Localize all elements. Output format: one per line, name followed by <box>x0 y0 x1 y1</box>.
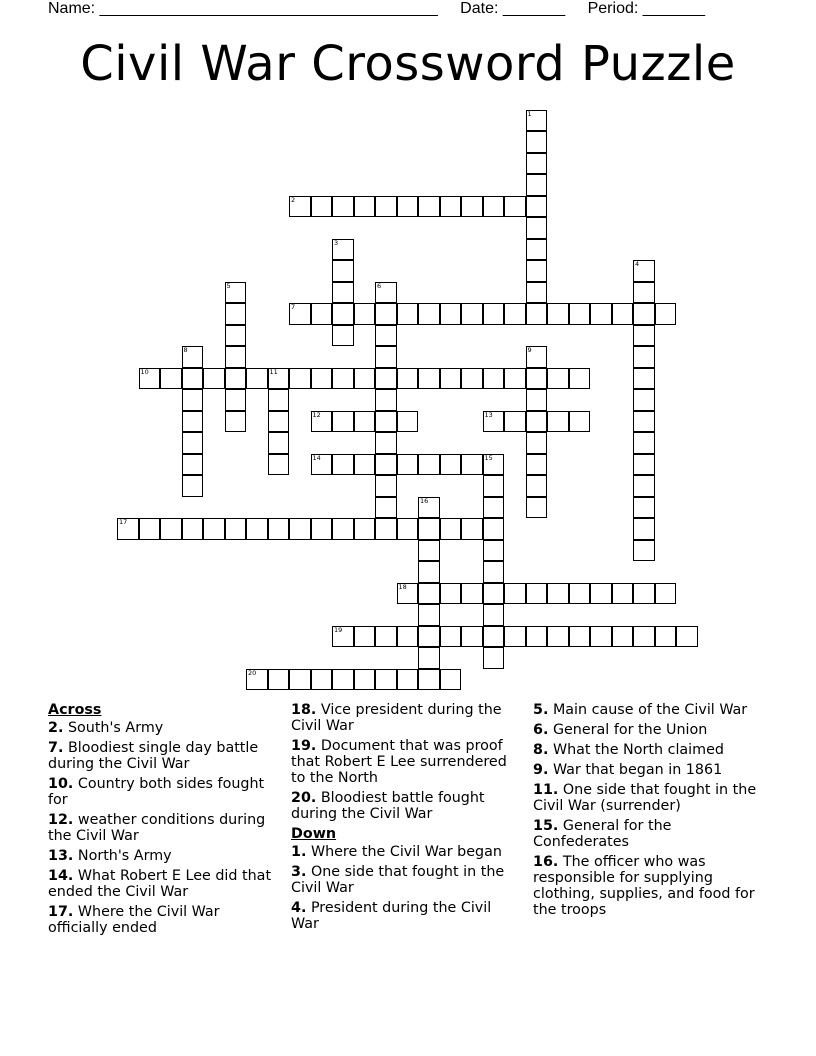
clue-number: 8 <box>183 346 188 354</box>
crossword-cell[interactable] <box>461 583 483 605</box>
crossword-cell[interactable] <box>311 368 333 390</box>
crossword-cell[interactable] <box>268 432 290 454</box>
clue-number: 18 <box>398 582 407 591</box>
clue-item: 13. North's Army <box>48 848 172 864</box>
crossword-cell[interactable] <box>139 518 161 540</box>
crossword-cell[interactable] <box>504 196 526 218</box>
crossword-cell[interactable] <box>461 196 483 218</box>
crossword-cell[interactable] <box>268 411 290 433</box>
crossword-cell[interactable] <box>375 196 397 218</box>
crossword-cell[interactable] <box>547 626 569 648</box>
crossword-cell[interactable] <box>225 389 247 411</box>
clue-item: 8. What the North claimed <box>533 742 724 758</box>
crossword-cell[interactable] <box>418 368 440 390</box>
clue-item: 16. The officer who was responsible for supplying clothing, supplies, and food for the troops <box>533 854 755 918</box>
clue-item: 15. General for the Confederates <box>533 818 672 850</box>
crossword-cell[interactable] <box>633 583 655 605</box>
clue-item: 11. One side that fought in the Civil War (surrender) <box>533 782 757 814</box>
crossword-cell[interactable] <box>633 346 655 368</box>
crossword-cell[interactable] <box>440 583 462 605</box>
crossword-cell[interactable] <box>526 497 548 519</box>
clue-column-2 <box>291 702 523 936</box>
crossword-cell[interactable] <box>332 282 354 304</box>
clue-number: 20 <box>248 668 257 677</box>
clue-number: 5 <box>226 281 231 290</box>
crossword-cell[interactable] <box>225 303 247 325</box>
crossword-cell[interactable] <box>633 626 655 648</box>
crossword-cell[interactable] <box>268 389 290 411</box>
crossword-cell[interactable] <box>676 626 698 648</box>
crossword-cell[interactable] <box>526 239 548 261</box>
crossword-cell[interactable] <box>397 196 419 218</box>
crossword-cell[interactable] <box>526 131 548 153</box>
period-field[interactable]: Period: _______ <box>587 0 706 17</box>
clue-item: 14. What Robert E Lee did that ended the Civil War <box>48 868 272 900</box>
crossword-cell[interactable] <box>182 411 204 433</box>
crossword-cell[interactable] <box>225 346 247 368</box>
crossword-cell[interactable] <box>354 411 376 433</box>
crossword-cell[interactable] <box>332 411 354 433</box>
crossword-cell[interactable] <box>375 669 397 691</box>
crossword-cell[interactable] <box>483 196 505 218</box>
clue-item: 20. Bloodiest battle fought during the Civil War <box>291 790 485 822</box>
crossword-cell[interactable] <box>483 411 505 433</box>
clue-item: 18. Vice president during the Civil War <box>291 702 502 734</box>
crossword-cell[interactable] <box>160 368 182 390</box>
crossword-cell[interactable] <box>311 669 333 691</box>
crossword-cell[interactable] <box>418 647 440 669</box>
crossword-cell[interactable] <box>526 432 548 454</box>
crossword-cell[interactable] <box>418 497 440 519</box>
crossword-cell[interactable] <box>418 196 440 218</box>
crossword-cell[interactable] <box>225 282 247 304</box>
crossword-cell[interactable] <box>375 346 397 368</box>
crossword-cell[interactable] <box>633 432 655 454</box>
crossword-cell[interactable] <box>375 282 397 304</box>
clue-item: 17. Where the Civil War officially ended <box>48 904 220 936</box>
crossword-cell[interactable] <box>483 368 505 390</box>
crossword-cell[interactable] <box>289 196 311 218</box>
crossword-cell[interactable] <box>311 454 333 476</box>
crossword-cell[interactable] <box>375 518 397 540</box>
crossword-cell[interactable] <box>504 303 526 325</box>
crossword-cell[interactable] <box>504 626 526 648</box>
crossword-cell[interactable] <box>418 518 440 540</box>
crossword-cell[interactable] <box>182 475 204 497</box>
crossword-cell[interactable] <box>182 389 204 411</box>
clue-number: 17 <box>119 518 128 526</box>
crossword-cell[interactable] <box>332 368 354 390</box>
clue-item: 10. Country both sides fought for <box>48 776 265 808</box>
crossword-cell[interactable] <box>332 626 354 648</box>
crossword-cell[interactable] <box>633 368 655 390</box>
crossword-cell[interactable] <box>633 497 655 519</box>
crossword-cell[interactable] <box>633 389 655 411</box>
crossword-cell[interactable] <box>375 325 397 347</box>
crossword-cell[interactable] <box>633 411 655 433</box>
crossword-cell[interactable] <box>182 368 204 390</box>
crossword-cell[interactable] <box>461 368 483 390</box>
crossword-cell[interactable] <box>418 454 440 476</box>
crossword-cell[interactable] <box>569 303 591 325</box>
crossword-cell[interactable] <box>483 303 505 325</box>
crossword-cell[interactable] <box>332 260 354 282</box>
crossword-cell[interactable] <box>483 497 505 519</box>
crossword-cell[interactable] <box>354 196 376 218</box>
crossword-cell[interactable] <box>526 153 548 175</box>
crossword-cell[interactable] <box>440 518 462 540</box>
crossword-cell[interactable] <box>526 389 548 411</box>
crossword-cell[interactable] <box>483 583 505 605</box>
clue-number: 7 <box>291 303 296 311</box>
clue-number: 12 <box>312 410 321 419</box>
crossword-cell[interactable] <box>526 346 548 368</box>
crossword-cell[interactable] <box>655 303 677 325</box>
clue-item: 3. One side that fought in the Civil War <box>291 864 505 896</box>
crossword-cell[interactable] <box>526 196 548 218</box>
clue-item: 12. weather conditions during the Civil War <box>48 812 266 844</box>
crossword-cell[interactable] <box>461 518 483 540</box>
crossword-cell[interactable] <box>332 196 354 218</box>
crossword-cell[interactable] <box>268 454 290 476</box>
crossword-cell[interactable] <box>612 626 634 648</box>
clue-item: 4. President during the Civil War <box>291 900 492 932</box>
crossword-cell[interactable] <box>332 669 354 691</box>
crossword-cell[interactable] <box>354 368 376 390</box>
clue-number: 10 <box>140 367 149 376</box>
crossword-cell[interactable] <box>397 368 419 390</box>
crossword-cell[interactable] <box>397 454 419 476</box>
crossword-cell[interactable] <box>225 325 247 347</box>
crossword-cell[interactable] <box>440 368 462 390</box>
crossword-cell[interactable] <box>182 432 204 454</box>
crossword-cell[interactable] <box>547 583 569 605</box>
crossword-cell[interactable] <box>633 475 655 497</box>
crossword-cell[interactable] <box>418 626 440 648</box>
clue-number: 1 <box>527 109 532 118</box>
crossword-cell[interactable] <box>590 583 612 605</box>
clue-number: 16 <box>420 496 429 505</box>
clue-number: 9 <box>527 346 532 354</box>
crossword-cell[interactable] <box>418 561 440 583</box>
crossword-cell[interactable] <box>311 411 333 433</box>
crossword-cell[interactable] <box>526 217 548 239</box>
clue-column-3 <box>533 702 765 922</box>
crossword-cell[interactable] <box>418 669 440 691</box>
clue-number: 4 <box>635 260 640 268</box>
clue-number: 19 <box>334 625 343 634</box>
crossword-cell[interactable] <box>504 368 526 390</box>
crossword-cell[interactable] <box>483 475 505 497</box>
crossword-cell[interactable] <box>311 303 333 325</box>
crossword-cell[interactable] <box>633 518 655 540</box>
down-heading: Down <box>291 826 337 842</box>
crossword-cell[interactable] <box>397 583 419 605</box>
crossword-cell[interactable] <box>332 239 354 261</box>
crossword-cell[interactable] <box>483 647 505 669</box>
crossword-cell[interactable] <box>440 669 462 691</box>
crossword-cell[interactable] <box>526 368 548 390</box>
crossword-cell[interactable] <box>354 626 376 648</box>
clue-number: 11 <box>269 367 278 376</box>
crossword-cell[interactable] <box>461 303 483 325</box>
clue-item: 9. War that began in 1861 <box>533 762 723 778</box>
clue-number: 14 <box>312 453 321 462</box>
crossword-cell[interactable] <box>332 454 354 476</box>
crossword-cell[interactable] <box>569 368 591 390</box>
crossword-cell[interactable] <box>225 368 247 390</box>
clue-number: 3 <box>334 238 339 247</box>
crossword-cell[interactable] <box>354 669 376 691</box>
clue-number: 13 <box>484 410 493 419</box>
crossword-cell[interactable] <box>375 432 397 454</box>
crossword-cell[interactable] <box>483 604 505 626</box>
crossword-cell[interactable] <box>375 454 397 476</box>
clue-item: 7. Bloodiest single day battle during the Civil War <box>48 740 259 772</box>
crossword-cell[interactable] <box>526 411 548 433</box>
crossword-cell[interactable] <box>633 260 655 282</box>
crossword-cell[interactable] <box>526 110 548 132</box>
clue-column-1 <box>48 702 280 940</box>
crossword-cell[interactable] <box>289 669 311 691</box>
crossword-cell[interactable] <box>526 454 548 476</box>
clue-item: 1. Where the Civil War began <box>291 844 502 860</box>
crossword-cell[interactable] <box>268 669 290 691</box>
crossword-cell[interactable] <box>160 518 182 540</box>
clue-item: 5. Main cause of the Civil War <box>533 702 748 718</box>
crossword-cell[interactable] <box>483 626 505 648</box>
crossword-cell[interactable] <box>182 346 204 368</box>
crossword-cell[interactable] <box>655 626 677 648</box>
crossword-cell[interactable] <box>246 518 268 540</box>
crossword-cell[interactable] <box>203 368 225 390</box>
crossword-cell[interactable] <box>311 518 333 540</box>
crossword-cell[interactable] <box>461 454 483 476</box>
crossword-cell[interactable] <box>569 626 591 648</box>
crossword-cell[interactable] <box>483 454 505 476</box>
crossword-cell[interactable] <box>612 583 634 605</box>
crossword-cell[interactable] <box>289 518 311 540</box>
crossword-cell[interactable] <box>547 411 569 433</box>
crossword-cell[interactable] <box>440 454 462 476</box>
crossword-cell[interactable] <box>526 303 548 325</box>
crossword-cell[interactable] <box>418 583 440 605</box>
crossword-cell[interactable] <box>418 604 440 626</box>
crossword-cell[interactable] <box>526 583 548 605</box>
crossword-cell[interactable] <box>246 368 268 390</box>
crossword-cell[interactable] <box>526 626 548 648</box>
name-field[interactable]: Name: ______________________________________ <box>48 0 438 17</box>
crossword-cell[interactable] <box>375 389 397 411</box>
crossword-cell[interactable] <box>268 368 290 390</box>
crossword-cell[interactable] <box>246 669 268 691</box>
crossword-cell[interactable] <box>354 303 376 325</box>
crossword-cell[interactable] <box>612 303 634 325</box>
crossword-cell[interactable] <box>633 303 655 325</box>
crossword-cell[interactable] <box>633 282 655 304</box>
page-title: Civil War Crossword Puzzle <box>80 36 736 92</box>
crossword-cell[interactable] <box>483 518 505 540</box>
clue-number: 6 <box>377 281 382 290</box>
crossword-cell[interactable] <box>203 518 225 540</box>
crossword-cell[interactable] <box>569 583 591 605</box>
crossword-cell[interactable] <box>526 174 548 196</box>
crossword-cell[interactable] <box>526 260 548 282</box>
crossword-cell[interactable] <box>504 411 526 433</box>
crossword-cell[interactable] <box>483 561 505 583</box>
crossword-cell[interactable] <box>418 303 440 325</box>
crossword-cell[interactable] <box>397 411 419 433</box>
crossword-cell[interactable] <box>139 368 161 390</box>
crossword-cell[interactable] <box>483 540 505 562</box>
crossword-cell[interactable] <box>375 411 397 433</box>
clue-number: 15 <box>484 453 493 462</box>
crossword-cell[interactable] <box>289 368 311 390</box>
crossword-cell[interactable] <box>332 518 354 540</box>
crossword-cell[interactable] <box>182 454 204 476</box>
crossword-cell[interactable] <box>590 303 612 325</box>
crossword-cell[interactable] <box>633 325 655 347</box>
clue-item: 19. Document that was proof that Robert E Lee surrendered to the North <box>291 738 507 786</box>
crossword-cell[interactable] <box>289 303 311 325</box>
crossword-cell[interactable] <box>397 303 419 325</box>
crossword-cell[interactable] <box>590 626 612 648</box>
crossword-cell[interactable] <box>569 411 591 433</box>
crossword-cell[interactable] <box>332 303 354 325</box>
crossword-cell[interactable] <box>418 540 440 562</box>
crossword-cell[interactable] <box>526 475 548 497</box>
crossword-cell[interactable] <box>354 518 376 540</box>
crossword-cell[interactable] <box>375 497 397 519</box>
across-heading: Across <box>48 702 102 718</box>
crossword-cell[interactable] <box>225 518 247 540</box>
crossword-cell[interactable] <box>440 303 462 325</box>
clue-item: 6. General for the Union <box>533 722 708 738</box>
crossword-cell[interactable] <box>655 583 677 605</box>
crossword-cell[interactable] <box>375 368 397 390</box>
crossword-cell[interactable] <box>633 540 655 562</box>
crossword-cell[interactable] <box>117 518 139 540</box>
clue-number: 2 <box>291 195 296 204</box>
crossword-cell[interactable] <box>547 368 569 390</box>
crossword-cell[interactable] <box>440 626 462 648</box>
clue-item: 2. South's Army <box>48 720 164 736</box>
crossword-cell[interactable] <box>182 518 204 540</box>
crossword-cell[interactable] <box>268 518 290 540</box>
crossword-cell[interactable] <box>397 669 419 691</box>
crossword-cell[interactable] <box>332 325 354 347</box>
crossword-cell[interactable] <box>440 196 462 218</box>
crossword-cell[interactable] <box>633 454 655 476</box>
crossword-cell[interactable] <box>225 411 247 433</box>
crossword-cell[interactable] <box>311 196 333 218</box>
crossword-cell[interactable] <box>397 518 419 540</box>
crossword-cell[interactable] <box>375 626 397 648</box>
crossword-cell[interactable] <box>504 583 526 605</box>
crossword-cell[interactable] <box>354 454 376 476</box>
date-field[interactable]: Date: _______ <box>460 0 566 17</box>
crossword-cell[interactable] <box>547 303 569 325</box>
crossword-cell[interactable] <box>397 626 419 648</box>
crossword-cell[interactable] <box>461 626 483 648</box>
crossword-cell[interactable] <box>375 303 397 325</box>
crossword-cell[interactable] <box>375 475 397 497</box>
crossword-cell[interactable] <box>526 282 548 304</box>
